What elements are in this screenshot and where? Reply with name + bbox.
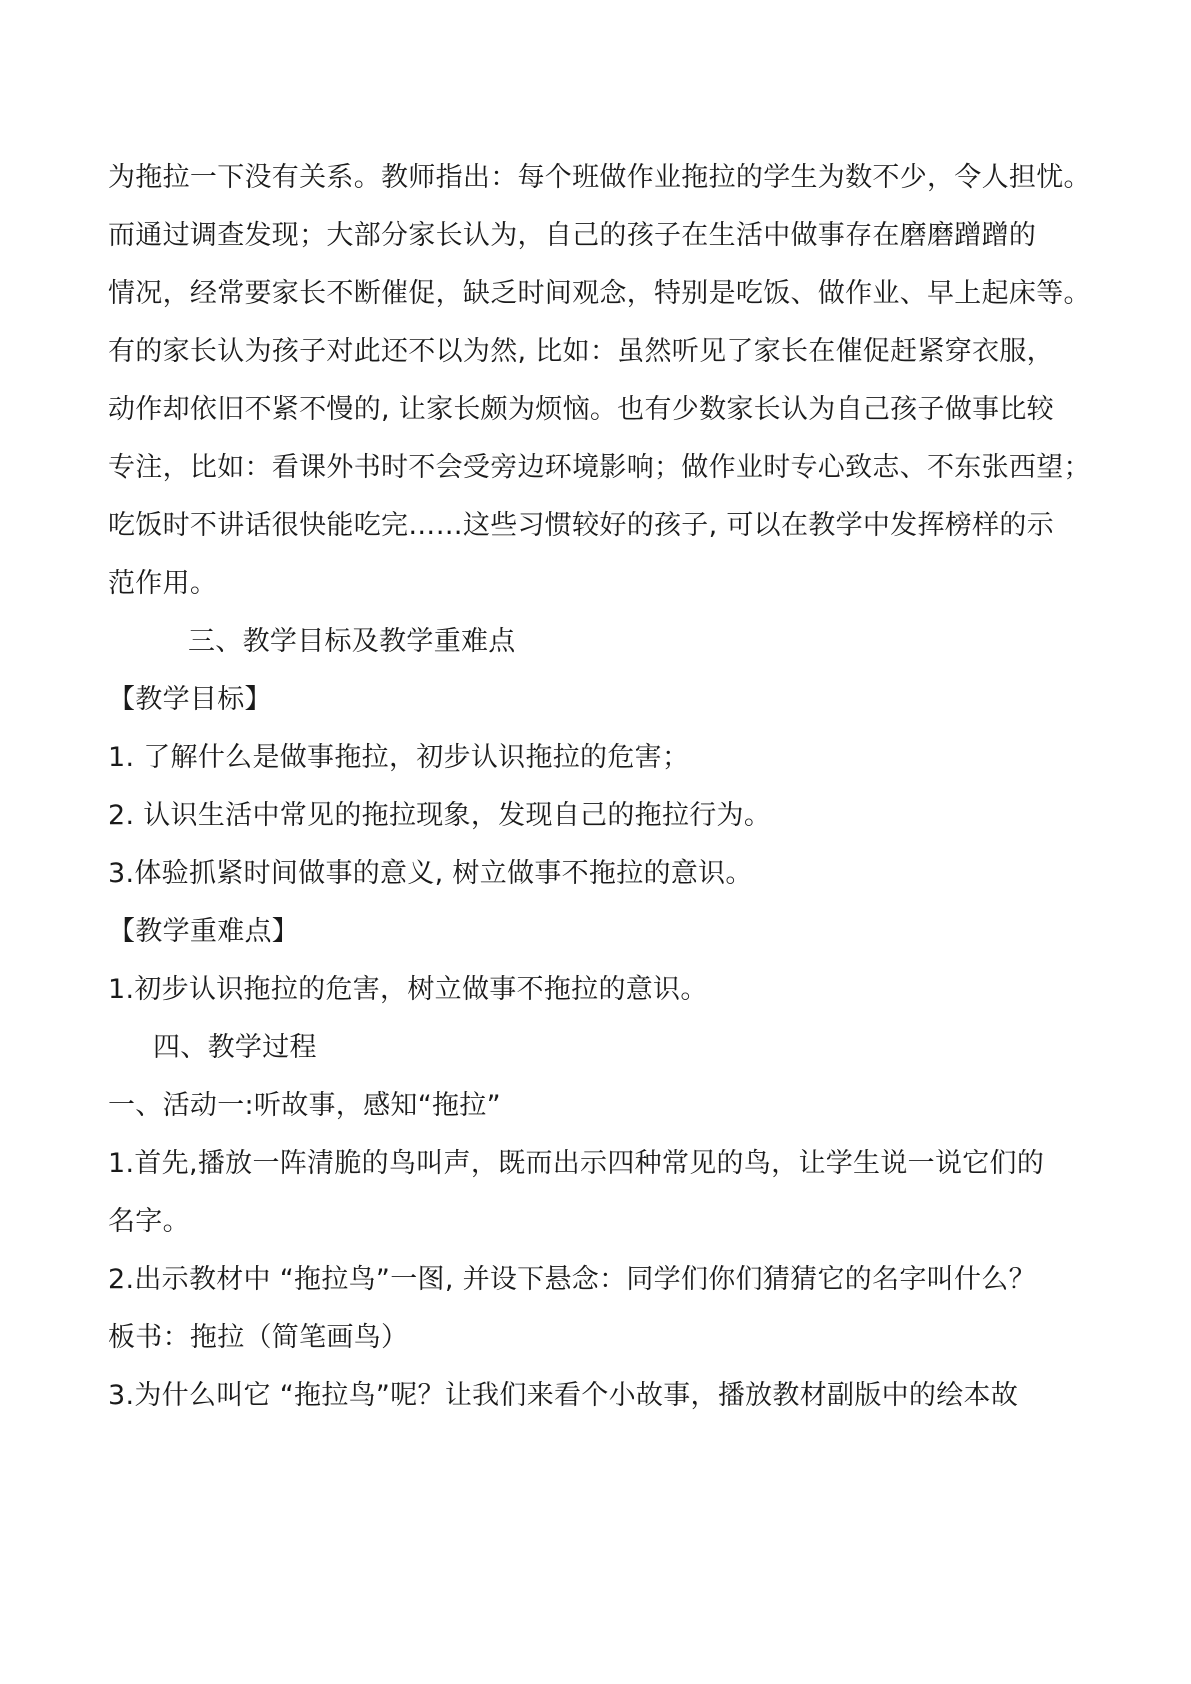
list-item: 2.出示教材中 “拖拉鸟”一图, 并设下悬念：同学们你们猜猜它的名字叫什么？ [108,1264,1036,1295]
section-heading: 三、教学目标及教学重难点 [188,626,516,657]
body-text-line: 而通过调查发现；大部分家长认为，自己的孩子在生活中做事存在磨磨蹭蹭的 [108,220,1037,251]
list-item: 2. 认识生活中常见的拖拉现象，发现自己的拖拉行为。 [108,800,772,831]
body-text-line: 板书：拖拉（简笔画鸟） [108,1322,409,1353]
body-text-line: 有的家长认为孩子对此还不以为然, 比如：虽然听见了家长在催促赶紧穿衣服， [108,336,1054,367]
subsection-heading: 【教学目标】 [108,684,272,715]
list-item: 1. 了解什么是做事拖拉，初步认识拖拉的危害； [108,742,690,773]
body-text-line: 情况，经常要家长不断催促，缺乏时间观念，特别是吃饭、做作业、早上起床等。 [108,278,1091,309]
body-text-line: 吃饭时不讲话很快能吃完……这些习惯较好的孩子, 可以在教学中发挥榜样的示 [108,510,1054,541]
list-item: 1.初步认识拖拉的危害，树立做事不拖拉的意识。 [108,974,708,1005]
body-text-line: 名字。 [108,1206,190,1237]
body-text-line: 范作用。 [108,568,218,599]
body-text-line: 动作却依旧不紧不慢的, 让家长颇为烦恼。也有少数家长认为自己孩子做事比较 [108,394,1054,425]
list-item: 3.为什么叫它 “拖拉鸟”呢？让我们来看个小故事，播放教材副版中的绘本故 [108,1380,1019,1411]
body-text-line: 专注，比如：看课外书时不会受旁边环境影响；做作业时专心致志、不东张西望； [108,452,1091,483]
activity-heading: 一、活动一:听故事，感知“拖拉” [108,1090,501,1121]
list-item: 3.体验抓紧时间做事的意义, 树立做事不拖拉的意识。 [108,858,753,889]
body-text-line: 为拖拉一下没有关系。教师指出：每个班做作业拖拉的学生为数不少，令人担忧。 [108,162,1091,193]
subsection-heading: 【教学重难点】 [108,916,300,947]
section-heading: 四、教学过程 [153,1032,317,1063]
list-item: 1.首先,播放一阵清脆的鸟叫声，既而出示四种常见的鸟，让学生说一说它们的 [108,1148,1045,1179]
